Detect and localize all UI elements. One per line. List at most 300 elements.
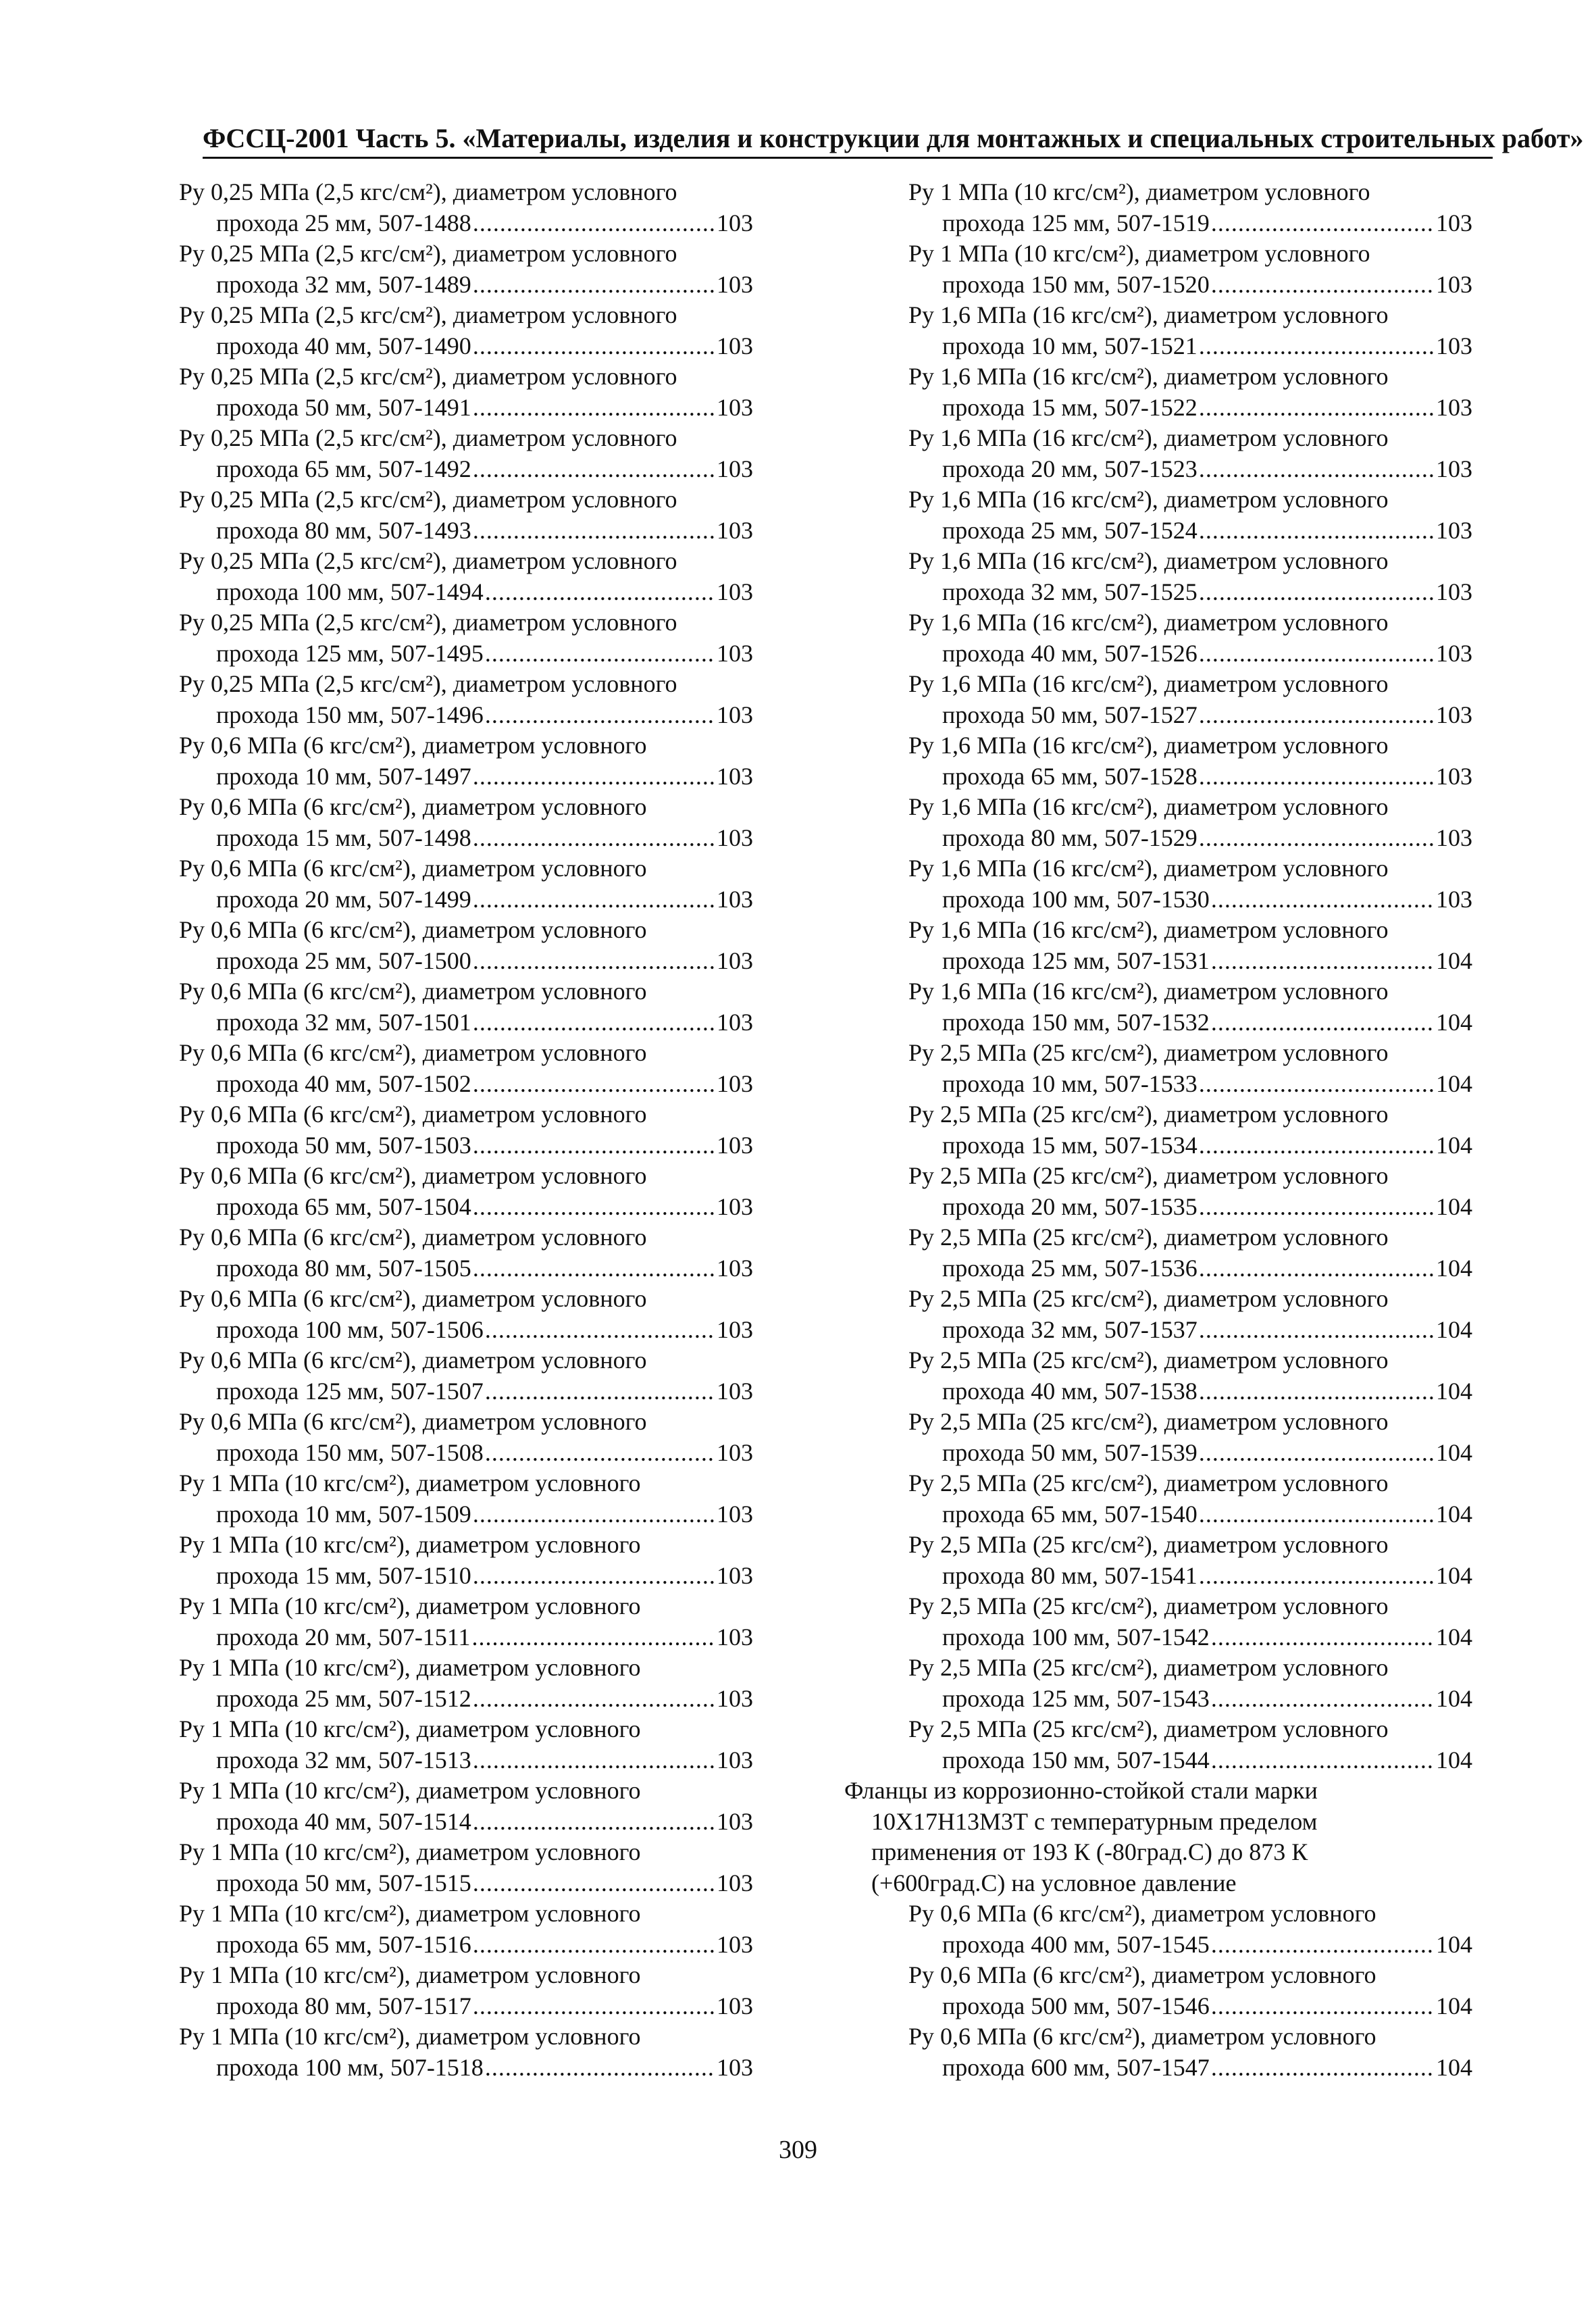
entry-description: Ру 2,5 МПа (25 кгс/см²), диаметром условного [908,1531,1389,1558]
index-entry [844,177,1472,238]
dot-leader [473,823,715,854]
dot-leader [1211,1007,1435,1038]
entry-reference-line [844,270,1472,301]
entry-page-number: 104 [1436,1684,1472,1712]
entry-reference-line [844,1315,1472,1346]
entry-description: Ру 1,6 МПа (16 кгс/см²), диаметром условного [908,424,1389,451]
dot-leader [473,1684,715,1715]
entry-description: Ру 2,5 МПа (25 кгс/см²), диаметром условного [908,1285,1389,1312]
entry-description: Ру 1,6 МПа (16 кгс/см²), диаметром условного [908,916,1389,943]
entry-code: прохода 65 мм, 507-1516 [216,1930,471,1958]
index-entry [179,1653,753,1714]
entry-reference-line [179,638,753,670]
dot-leader [1211,1991,1435,2022]
entry-page-number: 103 [717,1192,753,1220]
entry-code: прохода 65 мм, 507-1540 [942,1500,1198,1528]
entry-code: прохода 25 мм, 507-1536 [942,1254,1198,1282]
entry-description: Ру 0,25 МПа (2,5 кгс/см²), диаметром условного [179,363,677,390]
index-entry [179,1776,753,1837]
entry-code: прохода 50 мм, 507-1515 [216,1869,471,1896]
entry-page-number: 104 [1436,1623,1472,1651]
dot-leader [1199,577,1435,608]
entry-code: прохода 25 мм, 507-1500 [216,947,471,974]
index-entry [179,177,753,238]
entry-code: прохода 100 мм, 507-1542 [942,1623,1210,1651]
entry-code: прохода 50 мм, 507-1491 [216,393,471,421]
dot-leader [473,1499,715,1530]
entry-code: прохода 10 мм, 507-1521 [942,332,1198,359]
dot-leader [485,2053,715,2084]
index-entry [179,853,753,915]
entry-code: прохода 25 мм, 507-1512 [216,1684,471,1712]
entry-reference-line [179,1315,753,1346]
index-entry [179,1161,753,1222]
dot-leader [471,1622,715,1653]
entry-code: прохода 10 мм, 507-1533 [942,1070,1198,1097]
entry-reference-line [179,1868,753,1899]
entry-code: прохода 50 мм, 507-1503 [216,1131,471,1159]
index-entry [179,423,753,484]
entry-reference-line [844,1930,1472,1961]
index-entry [844,546,1472,607]
entry-reference-line [844,1684,1472,1715]
dot-leader [485,577,715,608]
index-entry [179,2021,753,2083]
entry-page-number: 104 [1436,1746,1472,1774]
entry-code: прохода 150 мм, 507-1520 [942,270,1210,298]
entry-page-number: 103 [1436,885,1472,913]
entry-reference-line [844,1376,1472,1407]
entry-reference-line [179,946,753,977]
dot-leader [473,884,715,915]
entry-code: прохода 15 мм, 507-1510 [216,1561,471,1589]
dot-leader [473,1561,715,1592]
entry-code: прохода 125 мм, 507-1495 [216,639,484,667]
entry-code: прохода 150 мм, 507-1532 [942,1008,1210,1036]
entry-reference-line [179,1007,753,1038]
entry-description: Ру 0,6 МПа (6 кгс/см²), диаметром условного [179,732,647,759]
dot-leader [1211,270,1435,301]
entry-reference-line [844,638,1472,670]
entry-code: прохода 65 мм, 507-1492 [216,455,471,482]
index-entry [844,484,1472,546]
entry-page-number: 103 [1436,455,1472,482]
dot-leader [1211,208,1435,239]
group-heading [844,1776,1472,1898]
entry-description: Ру 1 МПа (10 кгс/см²), диаметром условного [179,1838,641,1865]
entry-description: Ру 0,6 МПа (6 кгс/см²), диаметром условного [179,793,647,820]
entry-code: прохода 125 мм, 507-1519 [942,209,1210,236]
dot-leader [485,700,715,731]
entry-reference-line [844,884,1472,915]
entry-code: прохода 20 мм, 507-1511 [216,1623,471,1651]
entry-description: Ру 0,25 МПа (2,5 кгс/см²), диаметром условного [179,301,677,328]
entry-page-number: 104 [1436,1254,1472,1282]
index-entry [179,730,753,792]
index-entry [844,2021,1472,2083]
dot-leader [1199,1561,1435,1592]
entry-reference-line [844,454,1472,485]
index-entry [179,1530,753,1591]
entry-code: прохода 25 мм, 507-1524 [942,516,1198,544]
entry-reference-line [844,761,1472,793]
index-entry [179,546,753,607]
entry-description: Ру 1 МПа (10 кгс/см²), диаметром условного [908,240,1370,267]
entry-code: прохода 80 мм, 507-1517 [216,1992,471,2019]
entry-reference-line [179,1561,753,1592]
entry-description: Ру 0,6 МПа (6 кгс/см²), диаметром условного [179,1162,647,1189]
entry-reference-line [179,1438,753,1469]
entry-description: Ру 1,6 МПа (16 кгс/см²), диаметром условного [908,363,1389,390]
entry-code: прохода 150 мм, 507-1496 [216,701,484,728]
page-number: 309 [779,2136,817,2164]
entry-description: Ру 1 МПа (10 кгс/см²), диаметром условного [179,1715,641,1742]
entry-reference-line [844,208,1472,239]
index-entry [844,1468,1472,1530]
index-entry [844,915,1472,976]
entry-reference-line [179,393,753,424]
index-entry [844,1407,1472,1468]
index-entry [844,669,1472,730]
dot-leader [473,208,715,239]
entry-description: Ру 1 МПа (10 кгс/см²), диаметром условного [179,1900,641,1927]
entry-description: Ру 1 МПа (10 кгс/см²), диаметром условного [179,1531,641,1558]
index-entry [179,607,753,669]
index-entry [844,1898,1472,1960]
entry-page-number: 103 [717,332,753,359]
entry-code: прохода 600 мм, 507-1547 [942,2053,1210,2081]
dot-leader [1199,454,1435,485]
entry-reference-line [179,1991,753,2022]
entry-reference-line [179,454,753,485]
index-entry [179,1222,753,1284]
entry-reference-line [179,1745,753,1776]
entry-page-number: 104 [1436,1192,1472,1220]
entry-reference-line [844,1561,1472,1592]
dot-leader [485,1315,715,1346]
group-heading-line: Фланцы из коррозионно-стойкой стали марки [844,1777,1318,1804]
entry-page-number: 103 [717,270,753,298]
entry-page-number: 103 [717,393,753,421]
entry-code: прохода 400 мм, 507-1545 [942,1930,1210,1958]
entry-page-number: 103 [717,1623,753,1651]
entry-description: Ру 0,25 МПа (2,5 кгс/см²), диаметром условного [179,670,677,697]
entry-page-number: 103 [717,824,753,851]
entry-code: прохода 20 мм, 507-1499 [216,885,471,913]
entry-code: прохода 150 мм, 507-1544 [942,1746,1210,1774]
index-entry [179,976,753,1038]
entry-page-number: 104 [1436,1070,1472,1097]
entry-reference-line [844,515,1472,547]
entry-description: Ру 0,25 МПа (2,5 кгс/см²), диаметром условного [179,178,677,205]
entry-code: прохода 10 мм, 507-1497 [216,762,471,790]
entry-description: Ру 1,6 МПа (16 кгс/см²), диаметром условного [908,732,1389,759]
entry-page-number: 104 [1436,2053,1472,2081]
entry-description: Ру 0,25 МПа (2,5 кгс/см²), диаметром условного [179,547,677,574]
entry-code: прохода 25 мм, 507-1488 [216,209,471,236]
index-entry [844,1530,1472,1591]
entry-description: Ру 1,6 МПа (16 кгс/см²), диаметром условного [908,793,1389,820]
entry-reference-line [179,331,753,362]
entry-reference-line [179,1069,753,1100]
index-entry [844,1714,1472,1776]
entry-reference-line [179,1130,753,1161]
entry-reference-line [179,1192,753,1223]
entry-page-number: 103 [717,1807,753,1835]
entry-reference-line [179,1684,753,1715]
entry-code: прохода 80 мм, 507-1493 [216,516,471,544]
index-entry [844,1653,1472,1714]
entry-reference-line [844,331,1472,362]
dot-leader [473,1745,715,1776]
entry-reference-line [844,1622,1472,1653]
dot-leader [1211,946,1435,977]
entry-description: Ру 1,6 МПа (16 кгс/см²), диаметром условного [908,855,1389,882]
index-entry [844,730,1472,792]
dot-leader [1199,823,1435,854]
entry-code: прохода 40 мм, 507-1490 [216,332,471,359]
index-entry [844,1591,1472,1653]
dot-leader [473,946,715,977]
entry-description: Ру 2,5 МПа (25 кгс/см²), диаметром условного [908,1162,1389,1189]
entry-reference-line [844,946,1472,977]
entry-code: прохода 10 мм, 507-1509 [216,1500,471,1528]
entry-page-number: 104 [1436,1131,1472,1159]
entry-description: Ру 0,6 МПа (6 кгс/см²), диаметром условного [179,916,647,943]
entry-page-number: 104 [1436,1992,1472,2019]
entry-description: Ру 1 МПа (10 кгс/см²), диаметром условного [908,178,1370,205]
entry-reference-line [179,700,753,731]
dot-leader [1199,1069,1435,1100]
dot-leader [473,393,715,424]
entry-description: Ру 1 МПа (10 кгс/см²), диаметром условного [179,1592,641,1619]
dot-leader [1199,1192,1435,1223]
dot-leader [1211,1622,1435,1653]
entry-code: прохода 50 мм, 507-1527 [942,701,1198,728]
entry-description: Ру 0,6 МПа (6 кгс/см²), диаметром условного [908,1961,1376,1988]
entry-description: Ру 2,5 МПа (25 кгс/см²), диаметром условного [908,1469,1389,1496]
group-heading-line: (+600град.С) на условное давление [871,1869,1237,1896]
entry-code: прохода 32 мм, 507-1501 [216,1008,471,1036]
index-entry [179,1345,753,1407]
entry-description: Ру 1,6 МПа (16 кгс/см²), диаметром условного [908,609,1389,636]
entry-reference-line [844,823,1472,854]
entry-page-number: 103 [717,1992,753,2019]
entry-page-number: 103 [717,1008,753,1036]
dot-leader [1211,884,1435,915]
entry-page-number: 104 [1436,947,1472,974]
entry-description: Ру 2,5 МПа (25 кгс/см²), диаметром условного [908,1592,1389,1619]
index-entry [179,1591,753,1653]
entry-reference-line [179,577,753,608]
entry-code: прохода 125 мм, 507-1507 [216,1377,484,1405]
entry-reference-line [179,515,753,547]
dot-leader [1199,1499,1435,1530]
dot-leader [1199,1253,1435,1284]
index-entry [844,1284,1472,1345]
dot-leader [473,454,715,485]
group-heading-line: применения от 193 К (-80град.С) до 873 К [871,1838,1308,1865]
entry-page-number: 103 [717,1869,753,1896]
entry-page-number: 103 [717,455,753,482]
entry-description: Ру 2,5 МПа (25 кгс/см²), диаметром условного [908,1224,1389,1251]
entry-page-number: 103 [717,1930,753,1958]
entry-page-number: 103 [717,1131,753,1159]
entry-reference-line [179,1253,753,1284]
entry-description: Ру 2,5 МПа (25 кгс/см²), диаметром условного [908,1715,1389,1742]
entry-description: Ру 0,25 МПа (2,5 кгс/см²), диаметром условного [179,424,677,451]
entry-reference-line [844,700,1472,731]
entry-description: Ру 0,6 МПа (6 кгс/см²), диаметром условного [908,2023,1376,2050]
entry-code: прохода 100 мм, 507-1506 [216,1315,484,1343]
entry-code: прохода 80 мм, 507-1529 [942,824,1198,851]
index-entry [844,1038,1472,1099]
entry-description: Ру 0,6 МПа (6 кгс/см²), диаметром условного [179,1347,647,1374]
entry-description: Ру 2,5 МПа (25 кгс/см²), диаметром условного [908,1101,1389,1128]
entry-page-number: 103 [717,1254,753,1282]
dot-leader [485,1376,715,1407]
entry-page-number: 103 [717,1746,753,1774]
dot-leader [1211,1930,1435,1961]
entry-description: Ру 2,5 МПа (25 кгс/см²), диаметром условного [908,1408,1389,1435]
entry-description: Ру 0,25 МПа (2,5 кгс/см²), диаметром условного [179,486,677,513]
index-entry [179,1468,753,1530]
index-entry [179,484,753,546]
entry-code: прохода 32 мм, 507-1537 [942,1315,1198,1343]
entry-page-number: 104 [1436,1930,1472,1958]
dot-leader [473,1868,715,1899]
entry-reference-line [179,208,753,239]
entry-description: Ру 1 МПа (10 кгс/см²), диаметром условного [179,1961,641,1988]
dot-leader [485,1438,715,1469]
entry-reference-line [844,1991,1472,2022]
dot-leader [1211,1745,1435,1776]
index-entry [179,1284,753,1345]
dot-leader [473,1807,715,1838]
entry-page-number: 103 [717,947,753,974]
entry-page-number: 103 [717,762,753,790]
dot-leader [1199,1130,1435,1161]
dot-leader [473,270,715,301]
entry-code: прохода 40 мм, 507-1526 [942,639,1198,667]
entry-reference-line [844,393,1472,424]
entry-description: Ру 2,5 МПа (25 кгс/см²), диаметром условного [908,1654,1389,1681]
entry-page-number: 103 [717,1500,753,1528]
dot-leader [1199,1315,1435,1346]
entry-description: Ру 0,6 МПа (6 кгс/см²), диаметром условного [179,1101,647,1128]
entry-reference-line [844,2053,1472,2084]
entry-code: прохода 500 мм, 507-1546 [942,1992,1210,2019]
entry-code: прохода 32 мм, 507-1513 [216,1746,471,1774]
entry-description: Ру 0,6 МПа (6 кгс/см²), диаметром условного [179,1224,647,1251]
entry-description: Ру 2,5 МПа (25 кгс/см²), диаметром условного [908,1039,1389,1066]
entry-code: прохода 100 мм, 507-1494 [216,578,484,605]
index-entry [844,607,1472,669]
index-entry [844,853,1472,915]
entry-page-number: 103 [1436,332,1472,359]
dot-leader [473,1930,715,1961]
entry-page-number: 103 [717,1561,753,1589]
entry-page-number: 103 [1436,762,1472,790]
entry-code: прохода 150 мм, 507-1508 [216,1438,484,1466]
entry-page-number: 103 [717,885,753,913]
index-entry [844,1161,1472,1222]
index-entry [844,238,1472,300]
entry-reference-line [179,270,753,301]
entry-page-number: 104 [1436,1008,1472,1036]
entry-description: Ру 1 МПа (10 кгс/см²), диаметром условного [179,1469,641,1496]
index-entry [844,792,1472,853]
dot-leader [1211,1684,1435,1715]
index-entry [844,1345,1472,1407]
entry-page-number: 103 [1436,639,1472,667]
entry-reference-line [844,1253,1472,1284]
entry-reference-line [179,823,753,854]
entry-description: Ру 1 МПа (10 кгс/см²), диаметром условного [179,1654,641,1681]
dot-leader [485,638,715,670]
entry-code: прохода 125 мм, 507-1543 [942,1684,1210,1712]
entry-page-number: 103 [717,1684,753,1712]
page-header: ФССЦ-2001 Часть 5. «Материалы, изделия и конструкции для монтажных и специальных строительных работ» [203,122,1493,159]
dot-leader [1199,331,1435,362]
index-entry [844,361,1472,423]
dot-leader [473,1253,715,1284]
entry-code: прохода 80 мм, 507-1505 [216,1254,471,1282]
entry-description: Ру 0,6 МПа (6 кгс/см²), диаметром условного [179,1285,647,1312]
index-column-right [844,177,1472,2083]
entry-page-number: 104 [1436,1561,1472,1589]
dot-leader [1199,761,1435,793]
entry-reference-line [844,1192,1472,1223]
index-entry [179,915,753,976]
dot-leader [473,1192,715,1223]
entry-code: прохода 40 мм, 507-1514 [216,1807,471,1835]
entry-reference-line [179,1622,753,1653]
entry-description: Ру 1,6 МПа (16 кгс/см²), диаметром условного [908,978,1389,1005]
entry-page-number: 104 [1436,1438,1472,1466]
entry-page-number: 103 [717,1438,753,1466]
entry-reference-line [844,1007,1472,1038]
dot-leader [1199,1438,1435,1469]
entry-code: прохода 100 мм, 507-1518 [216,2053,484,2081]
dot-leader [473,1069,715,1100]
entry-page-number: 103 [717,701,753,728]
index-entry [179,238,753,300]
index-entry [179,792,753,853]
entry-code: прохода 65 мм, 507-1528 [942,762,1198,790]
dot-leader [1199,1376,1435,1407]
entry-code: прохода 32 мм, 507-1489 [216,270,471,298]
index-entry [179,361,753,423]
entry-code: прохода 65 мм, 507-1504 [216,1192,471,1220]
entry-page-number: 103 [717,1070,753,1097]
entry-page-number: 103 [717,516,753,544]
entry-code: прохода 125 мм, 507-1531 [942,947,1210,974]
entry-code: прохода 20 мм, 507-1523 [942,455,1198,482]
dot-leader [1211,2053,1435,2084]
entry-code: прохода 15 мм, 507-1498 [216,824,471,851]
entry-description: Ру 1,6 МПа (16 кгс/см²), диаметром условного [908,486,1389,513]
index-entry [844,1222,1472,1284]
entry-description: Ру 1 МПа (10 кгс/см²), диаметром условного [179,1777,641,1804]
entry-page-number: 103 [717,1377,753,1405]
entry-reference-line [844,1130,1472,1161]
entry-reference-line [844,1499,1472,1530]
entry-reference-line [844,577,1472,608]
dot-leader [473,1007,715,1038]
index-entry [179,1898,753,1960]
entry-page-number: 103 [1436,393,1472,421]
